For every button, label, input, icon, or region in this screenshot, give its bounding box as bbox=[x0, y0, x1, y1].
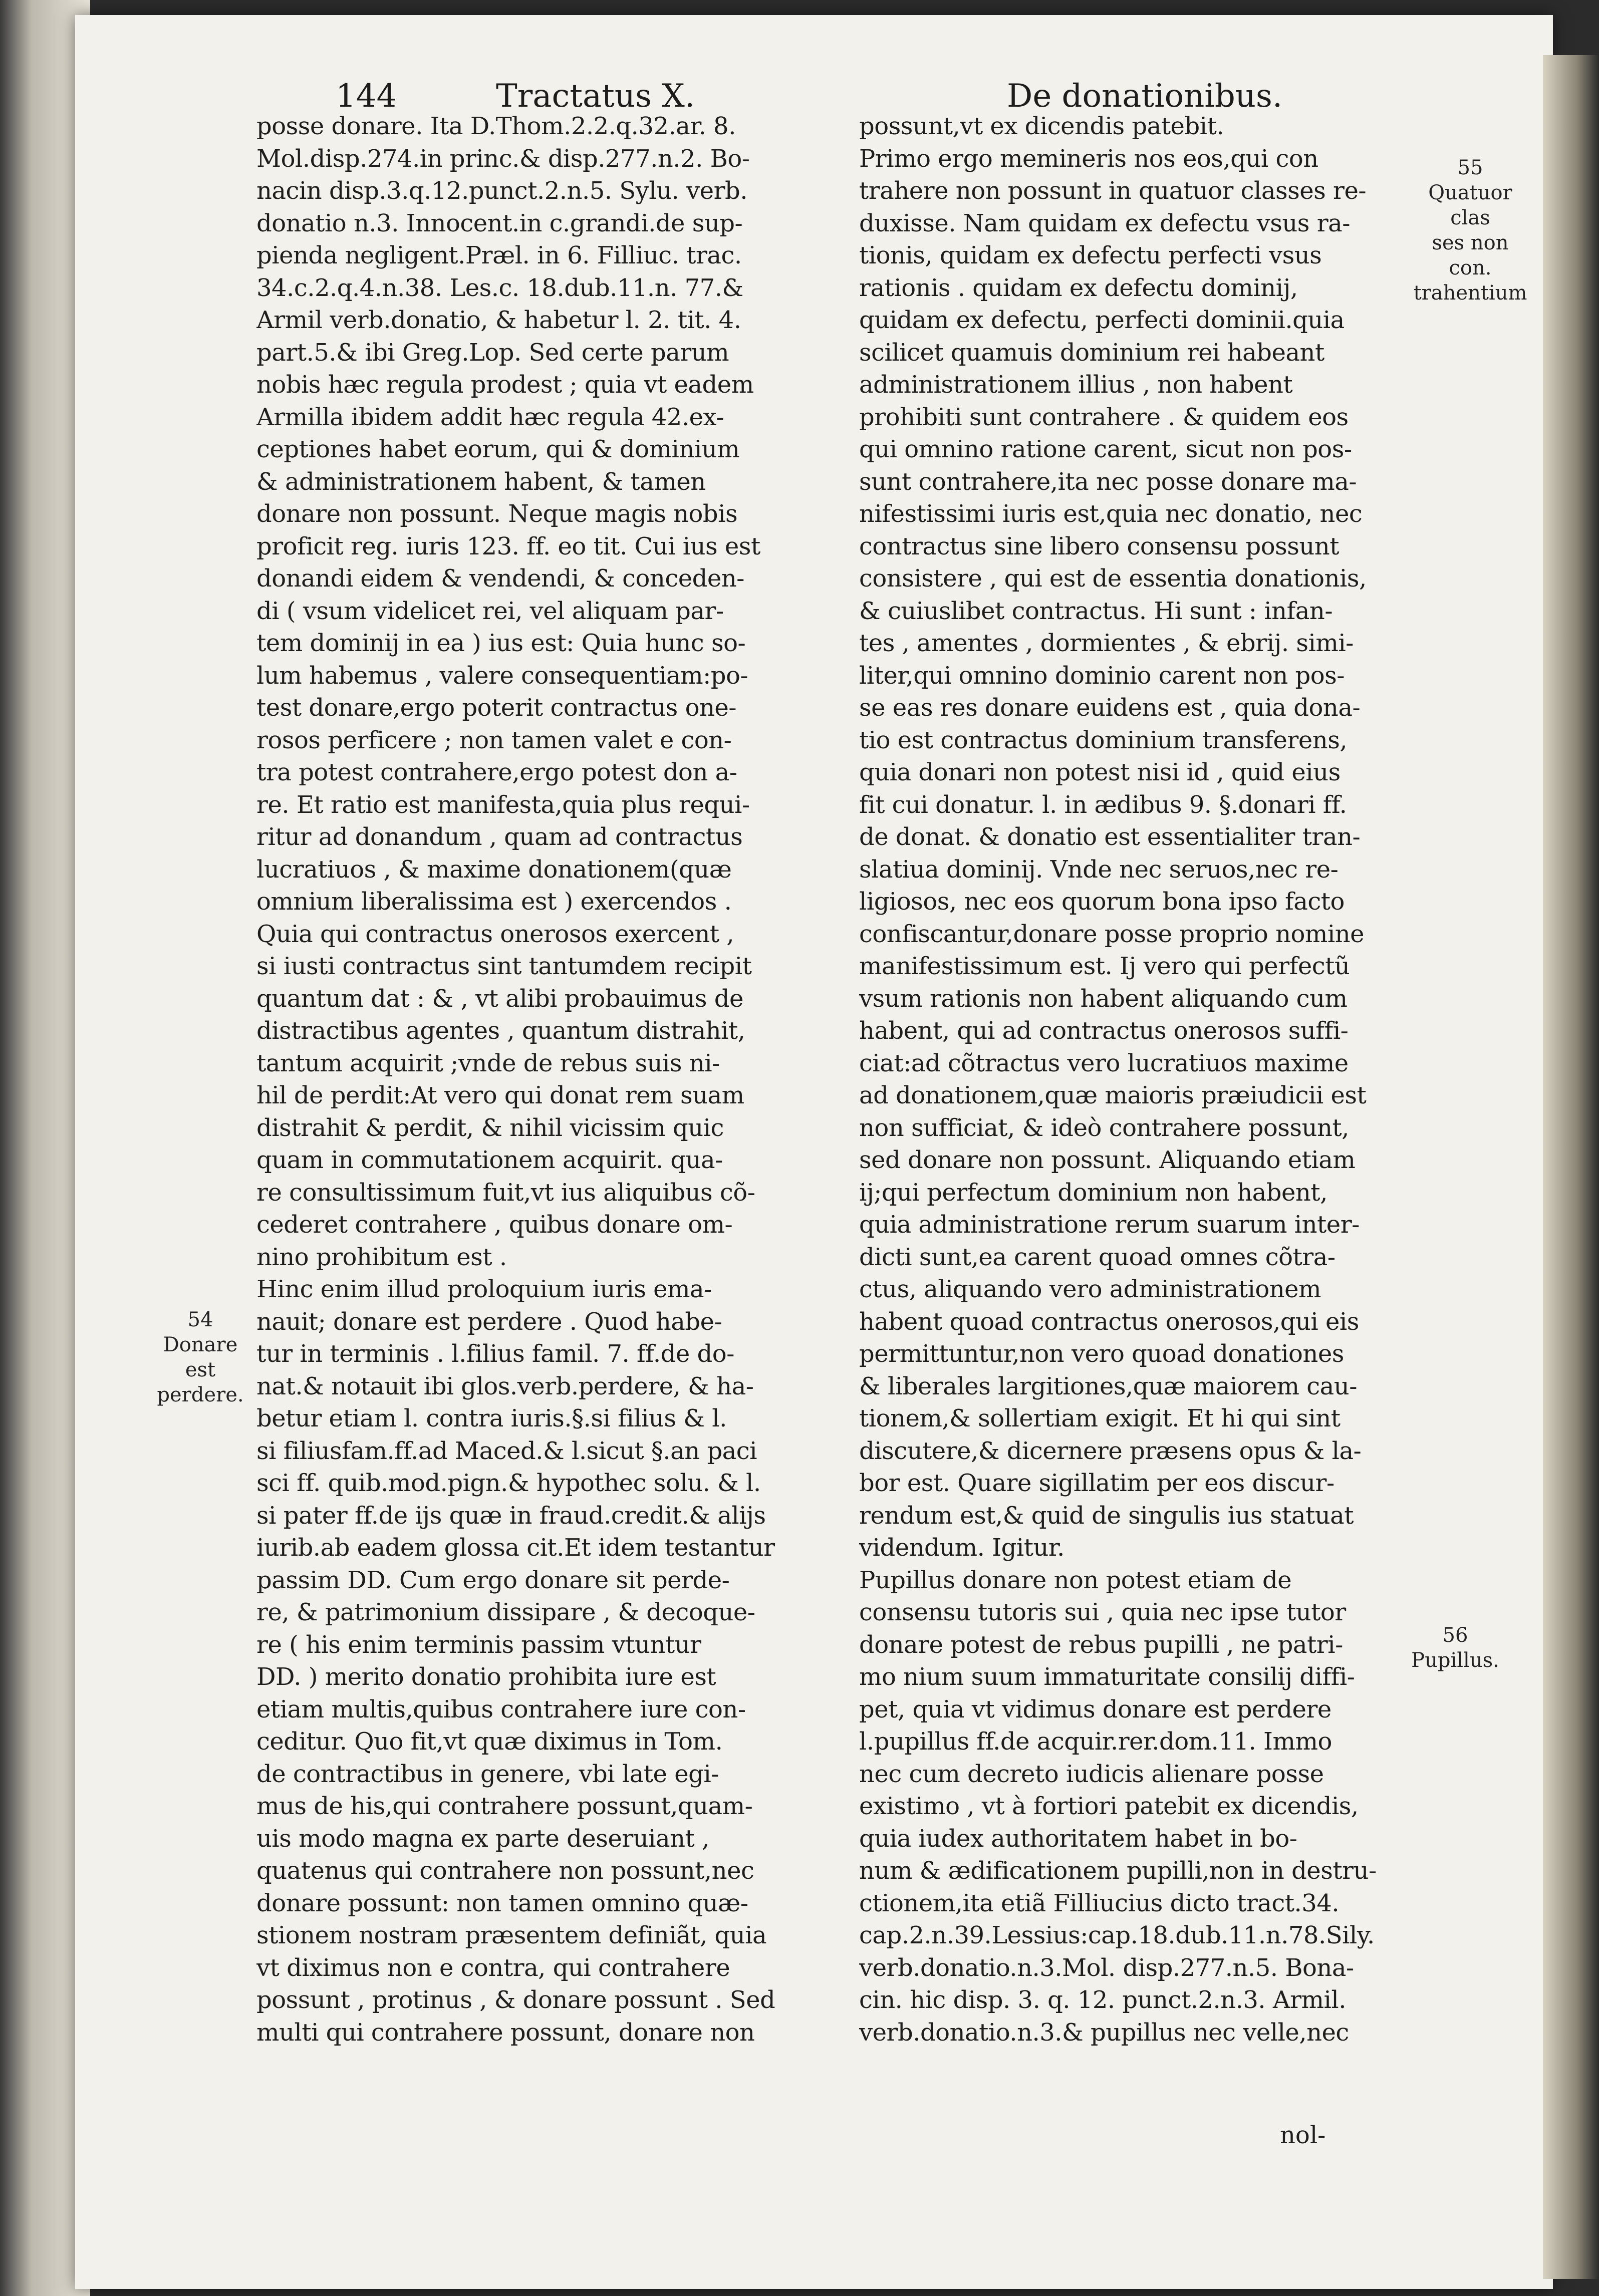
text-line: pet, quia vt vidimus donare est perdere bbox=[859, 1695, 1331, 1724]
text-line: DD. ) merito donatio prohibita iure est bbox=[256, 1663, 716, 1691]
running-subject: De donationibus. bbox=[1007, 78, 1283, 115]
catchword: nol- bbox=[1280, 2121, 1326, 2149]
text-line: prohibiti sunt contrahere . & quidem eos bbox=[859, 403, 1349, 431]
text-line: di ( vsum videlicet rei, vel aliquam par- bbox=[256, 597, 724, 625]
text-line: Armil verb.donatio, & habetur l. 2. tit. 4. bbox=[256, 306, 741, 334]
text-line: rendum est,& quid de singulis ius statuat bbox=[859, 1501, 1354, 1530]
text-line: num & ædificationem pupilli,non in destru- bbox=[859, 1857, 1377, 1885]
text-line: se eas res donare euidens est , quia dona- bbox=[859, 694, 1361, 722]
page-number: 144 bbox=[336, 78, 397, 115]
text-line: existimo , vt à fortiori patebit ex dicendis, bbox=[859, 1792, 1359, 1820]
text-line: Mol.disp.274.in princ.& disp.277.n.2. Bo- bbox=[256, 144, 750, 173]
margin-note-text: ses non con. bbox=[1432, 231, 1509, 279]
margin-note-56 bbox=[1398, 1623, 1513, 1673]
text-line: si filiusfam.ff.ad Maced.& l.sicut §.an paci bbox=[256, 1437, 757, 1465]
text-line: lucratiuos , & maxime donationem(quæ bbox=[256, 855, 732, 884]
text-line: non sufficiat, & ideò contrahere possunt, bbox=[859, 1113, 1349, 1142]
text-line: lum habemus , valere consequentiam:po- bbox=[256, 661, 748, 690]
text-line: mus de his,qui contrahere possunt,quam- bbox=[256, 1792, 753, 1820]
margin-note-text: Pupillus. bbox=[1411, 1649, 1499, 1672]
text-line: dicti sunt,ea carent quoad omnes cõtra- bbox=[859, 1243, 1336, 1271]
text-line: mo nium suum immaturitate consilij diffi- bbox=[859, 1663, 1355, 1691]
left-text-column bbox=[256, 110, 828, 2049]
text-line: habent, qui ad contractus onerosos suffi- bbox=[859, 1017, 1349, 1045]
text-line: Primo ergo memineris nos eos,qui con bbox=[859, 144, 1318, 173]
text-line: nobis hæc regula prodest ; quia vt eadem bbox=[256, 371, 754, 399]
text-line: donare possunt: non tamen omnino quæ- bbox=[256, 1889, 748, 1917]
text-line: cin. hic disp. 3. q. 12. punct.2.n.3. Armil. bbox=[859, 1986, 1347, 2014]
margin-note-text: trahentium bbox=[1413, 281, 1527, 305]
text-line: omnium liberalissima est ) exercendos . bbox=[256, 888, 732, 916]
text-line: cederet contrahere , quibus donare om- bbox=[256, 1211, 733, 1239]
text-line: distractibus agentes , quantum distrahit, bbox=[256, 1017, 745, 1045]
text-line: re, & patrimonium dissipare , & decoque- bbox=[256, 1598, 755, 1626]
text-line: tantum acquirit ;vnde de rebus suis ni- bbox=[256, 1049, 720, 1077]
text-line: quia donari non potest nisi id , quid eius bbox=[859, 758, 1341, 786]
text-line: manifestissimum est. Ij vero qui perfectũ bbox=[859, 952, 1350, 980]
text-line: Quia qui contractus onerosos exercent , bbox=[256, 920, 734, 948]
text-line: tra potest contrahere,ergo potest don a- bbox=[256, 758, 737, 786]
text-line: pienda negligent.Præl. in 6. Filliuc. trac. bbox=[256, 241, 742, 269]
margin-note-number: 55 bbox=[1457, 156, 1483, 179]
running-title: Tractatus X. bbox=[496, 78, 695, 115]
text-line: betur etiam l. contra iuris.§.si filius & l. bbox=[256, 1404, 727, 1432]
text-line: trahere non possunt in quatuor classes re- bbox=[859, 177, 1367, 205]
margin-note-54 bbox=[150, 1307, 250, 1407]
text-line: si iusti contractus sint tantumdem recipit bbox=[256, 952, 752, 980]
text-line: de contractibus in genere, vbi late egi- bbox=[256, 1760, 719, 1788]
text-line: ritur ad donandum , quam ad contractus bbox=[256, 823, 743, 851]
text-line: sunt contrahere,ita nec posse donare ma- bbox=[859, 467, 1357, 496]
text-line: ad donationem,quæ maioris præiudicii est bbox=[859, 1081, 1367, 1109]
text-line: & liberales largitiones,quæ maiorem cau- bbox=[859, 1372, 1357, 1400]
text-line: ctus, aliquando vero administrationem bbox=[859, 1275, 1321, 1303]
text-line: liter,qui omnino dominio carent non pos- bbox=[859, 661, 1345, 690]
text-line: quam in commutationem acquirit. qua- bbox=[256, 1146, 723, 1174]
text-line: sci ff. quib.mod.pign.& hypothec solu. & l. bbox=[256, 1469, 761, 1497]
text-line: scilicet quamuis dominium rei habeant bbox=[859, 338, 1324, 367]
text-line: iurib.ab eadem glossa cit.Et idem testantur bbox=[256, 1534, 775, 1562]
text-line: de donat. & donatio est essentialiter tran- bbox=[859, 823, 1361, 851]
text-line: proficit reg. iuris 123. ff. eo tit. Cui ius est bbox=[256, 532, 760, 560]
text-line: ligiosos, nec eos quorum bona ipso facto bbox=[859, 888, 1345, 916]
text-line: Hinc enim illud proloquium iuris ema- bbox=[256, 1275, 712, 1303]
text-line: possunt,vt ex dicendis patebit. bbox=[859, 112, 1224, 140]
text-line: rationis . quidam ex defectu dominij, bbox=[859, 273, 1298, 302]
text-line: tur in terminis . l.filius famil. 7. ff.de do- bbox=[256, 1340, 734, 1368]
text-line: etiam multis,quibus contrahere iure con- bbox=[256, 1695, 746, 1724]
text-line: possunt , protinus , & donare possunt . Sed bbox=[256, 1986, 775, 2014]
right-text-column bbox=[859, 110, 1430, 2049]
text-line: donatio n.3. Innocent.in c.grandi.de sup- bbox=[256, 209, 743, 237]
text-line: donare potest de rebus pupilli , ne patri- bbox=[859, 1630, 1343, 1659]
text-line: nacin disp.3.q.12.punct.2.n.5. Sylu. verb. bbox=[256, 177, 747, 205]
text-line: Pupillus donare non potest etiam de bbox=[859, 1566, 1292, 1594]
text-line: discutere,& dicernere præsens opus & la- bbox=[859, 1437, 1362, 1465]
text-line: verb.donatio.n.3.Mol. disp.277.n.5. Bona- bbox=[859, 1953, 1354, 1982]
text-line: consistere , qui est de essentia donationis, bbox=[859, 564, 1367, 593]
margin-note-text: Quatuor clas bbox=[1428, 181, 1512, 229]
text-line: tionis, quidam ex defectu perfecti vsus bbox=[859, 241, 1322, 269]
text-line: distrahit & perdit, & nihil vicissim quic bbox=[256, 1113, 724, 1142]
text-line: tio est contractus dominium transferens, bbox=[859, 726, 1348, 754]
text-line: & administrationem habent, & tamen bbox=[256, 467, 706, 496]
text-line: sed donare non possunt. Aliquando etiam bbox=[859, 1146, 1356, 1174]
text-line: posse donare. Ita D.Thom.2.2.q.32.ar. 8. bbox=[256, 112, 736, 140]
text-line: ciat:ad cõtractus vero lucratiuos maxime bbox=[859, 1049, 1349, 1077]
text-line: ij;qui perfectum dominium non habent, bbox=[859, 1178, 1327, 1207]
text-line: ceptiones habet eorum, qui & dominium bbox=[256, 435, 740, 463]
margin-note-text: Donare est bbox=[163, 1333, 238, 1381]
page-edge bbox=[1543, 55, 1599, 2279]
text-line: part.5.& ibi Greg.Lop. Sed certe parum bbox=[256, 338, 729, 367]
text-line: nat.& notauit ibi glos.verb.perdere, & ha- bbox=[256, 1372, 754, 1400]
text-line: re ( his enim terminis passim vtuntur bbox=[256, 1630, 701, 1659]
margin-note-number: 56 bbox=[1442, 1624, 1468, 1647]
text-line: donare non possunt. Neque magis nobis bbox=[256, 500, 738, 528]
text-line: quia administratione rerum suarum inter- bbox=[859, 1211, 1360, 1239]
text-line: si pater ff.de ijs quæ in fraud.credit.& alijs bbox=[256, 1501, 766, 1530]
text-line: rosos perficere ; non tamen valet e con- bbox=[256, 726, 732, 754]
margin-note-number: 54 bbox=[187, 1308, 213, 1331]
text-line: verb.donatio.n.3.& pupillus nec velle,nec bbox=[859, 2018, 1349, 2047]
margin-note-55 bbox=[1413, 155, 1528, 306]
text-line: vt diximus non e contra, qui contrahere bbox=[256, 1953, 730, 1982]
text-line: nifestissimi iuris est,quia nec donatio, nec bbox=[859, 500, 1363, 528]
text-line: ctionem,ita etiã Filliucius dicto tract.34. bbox=[859, 1889, 1340, 1917]
text-line: habent quoad contractus onerosos,qui eis bbox=[859, 1307, 1359, 1336]
text-line: passim DD. Cum ergo donare sit perde- bbox=[256, 1566, 730, 1594]
margin-note-text: perdere. bbox=[157, 1383, 244, 1406]
text-line: videndum. Igitur. bbox=[859, 1534, 1064, 1562]
text-line: re consultissimum fuit,vt ius aliquibus cõ- bbox=[256, 1178, 755, 1207]
text-line: duxisse. Nam quidam ex defectu vsus ra- bbox=[859, 209, 1350, 237]
text-line: nino prohibitum est . bbox=[256, 1243, 507, 1271]
text-line: tionem,& sollertiam exigit. Et hi qui sint bbox=[859, 1404, 1341, 1432]
text-line: permittuntur,non vero quoad donationes bbox=[859, 1340, 1344, 1368]
text-line: 34.c.2.q.4.n.38. Les.c. 18.dub.11.n. 77.& bbox=[256, 273, 743, 302]
text-line: consensu tutoris sui , quia nec ipse tutor bbox=[859, 1598, 1346, 1626]
text-line: tes , amentes , dormientes , & ebrij. simi- bbox=[859, 629, 1354, 657]
text-line: nauit; donare est perdere . Quod habe- bbox=[256, 1307, 722, 1336]
text-line: cap.2.n.39.Lessius:cap.18.dub.11.n.78.Sily. bbox=[859, 1921, 1375, 1949]
text-line: tem dominij in ea ) ius est: Quia hunc so- bbox=[256, 629, 746, 657]
text-line: confiscantur,donare posse proprio nomine bbox=[859, 920, 1365, 948]
text-line: quantum dat : & , vt alibi probauimus de bbox=[256, 984, 743, 1013]
text-line: qui omnino ratione carent, sicut non pos- bbox=[859, 435, 1352, 463]
text-line: stionem nostram præsentem definiãt, quia bbox=[256, 1921, 767, 1949]
text-line: hil de perdit:At vero qui donat rem suam bbox=[256, 1081, 744, 1109]
text-line: fit cui donatur. l. in ædibus 9. §.donari ff. bbox=[859, 790, 1347, 819]
text-line: uis modo magna ex parte deseruiant , bbox=[256, 1824, 709, 1853]
text-line: quia iudex authoritatem habet in bo- bbox=[859, 1824, 1297, 1853]
text-line: administrationem illius , non habent bbox=[859, 371, 1293, 399]
text-line: vsum rationis non habent aliquando cum bbox=[859, 984, 1348, 1013]
text-line: multi qui contrahere possunt, donare non bbox=[256, 2018, 755, 2047]
text-line: bor est. Quare sigillatim per eos discur- bbox=[859, 1469, 1335, 1497]
text-line: quatenus qui contrahere non possunt,nec bbox=[256, 1857, 754, 1885]
text-line: l.pupillus ff.de acquir.rer.dom.11. Immo bbox=[859, 1728, 1332, 1756]
text-line: re. Et ratio est manifesta,quia plus requi- bbox=[256, 790, 750, 819]
text-line: & cuiuslibet contractus. Hi sunt : infan- bbox=[859, 597, 1333, 625]
text-line: quidam ex defectu, perfecti dominii.quia bbox=[859, 306, 1345, 334]
text-line: test donare,ergo poterit contractus one- bbox=[256, 694, 736, 722]
text-line: ceditur. Quo fit,vt quæ diximus in Tom. bbox=[256, 1728, 723, 1756]
text-line: donandi eidem & vendendi, & conceden- bbox=[256, 564, 744, 593]
text-line: slatiua dominij. Vnde nec seruos,nec re- bbox=[859, 855, 1339, 884]
text-line: nec cum decreto iudicis alienare posse bbox=[859, 1760, 1324, 1788]
text-line: Armilla ibidem addit hæc regula 42.ex- bbox=[256, 403, 724, 431]
text-line: contractus sine libero consensu possunt bbox=[859, 532, 1339, 560]
